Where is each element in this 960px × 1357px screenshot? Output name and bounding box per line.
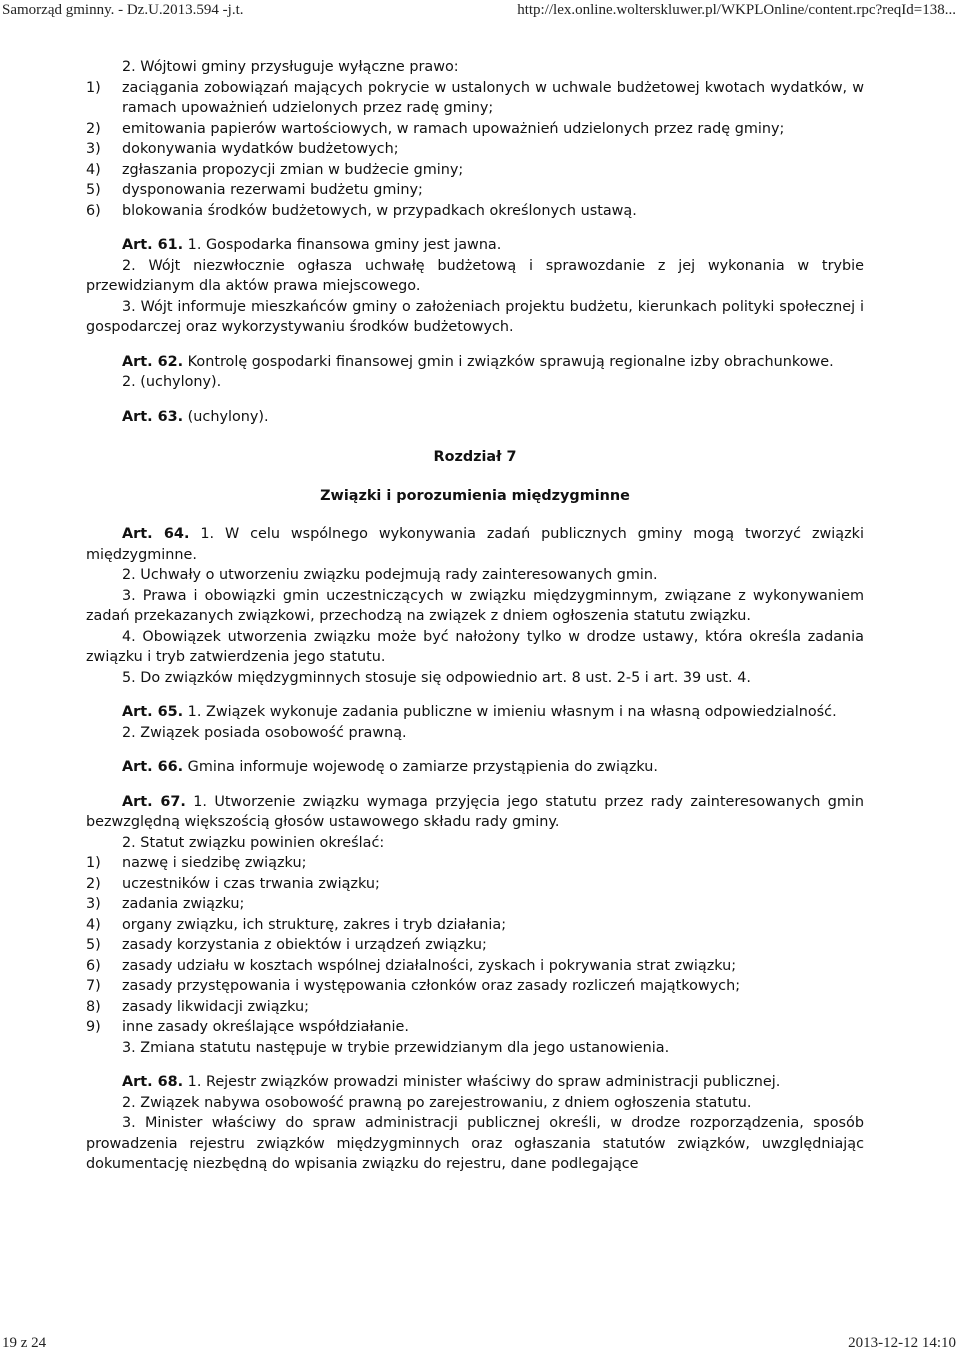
article-63: Art. 63. (uchylony). — [122, 408, 269, 425]
paragraph: 3. Zmiana statutu następuje w trybie przewidzianym dla jego ustanowienia. — [122, 1039, 670, 1056]
list-item: 4) organy związku, ich strukturę, zakres i tryb działania; — [86, 916, 507, 933]
list-item: 2) uczestników i czas trwania związku; — [86, 875, 380, 892]
article-66: Art. 66. Gmina informuje wojewodę o zamiarze przystąpienia do związku. — [122, 759, 658, 775]
list-item: 2) emitowania papierów wartościowych, w ramach upoważnień udzielonych przez radę gminy; — [86, 120, 785, 137]
paragraph: 2. Uchwały o utworzeniu związku podejmują rady zainteresowanych gmin. — [122, 567, 658, 583]
chapter-subtitle: Związki i porozumienia międzygminne — [320, 487, 630, 504]
paragraph: 2. Wójt niezwłocznie ogłasza uchwałę budżetową i sprawozdanie z jej wykonania w trybie przewidzianym dla aktów prawa miejscowego. — [86, 257, 864, 294]
paragraph: 3. Wójt informuje mieszkańców gminy o założeniach projektu budżetu, kierunkach polityki społecznej i gospodarczej oraz wykorzystywaniu środków budżetowych. — [86, 298, 864, 335]
paragraph: 2. Związek nabywa osobowość prawną po zarejestrowaniu, z dniem ogłoszenia statutu. — [122, 1094, 752, 1111]
list-item: 6) zasady udziału w kosztach wspólnej działalności, zyskach i pokrywania strat związku; — [86, 957, 737, 974]
paragraph: 3. Minister właściwy do spraw administracji publicznej określi, w drodze rozporządzenia, sposób prowadzenia rejestru związków międzygminnych oraz ogłaszania statutów związków, uwzględniając dokumentację niezbędną do wpisania związku do rejestru, dane podlegające — [86, 1115, 864, 1172]
page-number: 19 z 24 — [2, 1335, 47, 1351]
list-item: 5) zasady korzystania z obiektów i urządzeń związku; — [86, 937, 487, 953]
list-item: 4) zgłaszania propozycji zmian w budżecie gminy; — [86, 161, 464, 178]
paragraph: 4. Obowiązek utworzenia związku może być nałożony tylko w drodze ustawy, która określa zadania związku i tryb zatwierdzenia jego statutu. — [86, 628, 864, 665]
document-body — [86, 57, 864, 1175]
page-footer — [0, 1331, 960, 1357]
list-item: 8) zasady likwidacji związku; — [86, 998, 310, 1015]
paragraph: 5. Do związków międzygminnych stosuje się odpowiednio art. 8 ust. 2-5 i art. 39 ust. 4. — [122, 669, 751, 686]
print-datetime: 2013-12-12 14:10 — [848, 1335, 956, 1351]
paragraph: 2. (uchylony). — [122, 374, 222, 390]
paragraph: 2. Związek posiada osobowość prawną. — [122, 724, 407, 741]
paragraph: 3. Prawa i obowiązki gmin uczestniczących w związku międzygminnym, związane z wykonywaniem zadań przekazanych związkowi, przechodzą na związek z dniem ogłoszenia statutu związku. — [86, 587, 864, 624]
chapter-title: Rozdział 7 — [433, 449, 517, 465]
list-item: 3) dokonywania wydatków budżetowych; — [86, 141, 399, 157]
list-item: 7) zasady przystępowania i występowania członków oraz zasady rozliczeń majątkowych; — [86, 978, 741, 994]
paragraph: 2. Statut związku powinien określać: — [122, 834, 385, 851]
article-61: Art. 61. 1. Gospodarka finansowa gminy jest jawna. — [122, 237, 502, 253]
article-68: Art. 68. 1. Rejestr związków prowadzi minister właściwy do spraw administracji publicznej. — [122, 1074, 781, 1090]
document-title: Samorząd gminny. - Dz.U.2013.594 -j.t. — [2, 2, 244, 18]
page-header — [0, 0, 960, 22]
list-item: 1) zaciągania zobowiązań mających pokrycie w ustalonych w uchwale budżetowej kwotach wydatków, w ramach upoważnień udzielonych przez radę gminy; — [86, 79, 864, 116]
list-item: 6) blokowania środków budżetowych, w przypadkach określonych ustawą. — [86, 202, 637, 219]
article-64: Art. 64. 1. W celu wspólnego wykonywania zadań publicznych gminy mogą tworzyć związki międzygminne. — [86, 526, 864, 563]
article-67: Art. 67. 1. Utworzenie związku wymaga przyjęcia jego statutu przez rady zainteresowanych gmin bezwzględną większością głosów ustawowego składu rady gminy. — [86, 793, 864, 830]
list-item: 3) zadania związku; — [86, 896, 245, 912]
article-62: Art. 62. Kontrolę gospodarki finansowej gmin i związków sprawują regionalne izby obrachunkowe. — [122, 353, 834, 370]
list-item: 1) nazwę i siedzibę związku; — [86, 855, 307, 871]
list-item: 9) inne zasady określające współdziałanie. — [86, 1019, 409, 1035]
paragraph: 2. Wójtowi gminy przysługuje wyłączne prawo: — [122, 59, 459, 75]
document-url: http://lex.online.wolterskluwer.pl/WKPLOnline/content.rpc?reqId=138... — [517, 2, 956, 18]
list-item: 5) dysponowania rezerwami budżetu gminy; — [86, 182, 423, 198]
article-65: Art. 65. 1. Związek wykonuje zadania publiczne w imieniu własnym i na własną odpowiedzialność. — [122, 704, 837, 720]
